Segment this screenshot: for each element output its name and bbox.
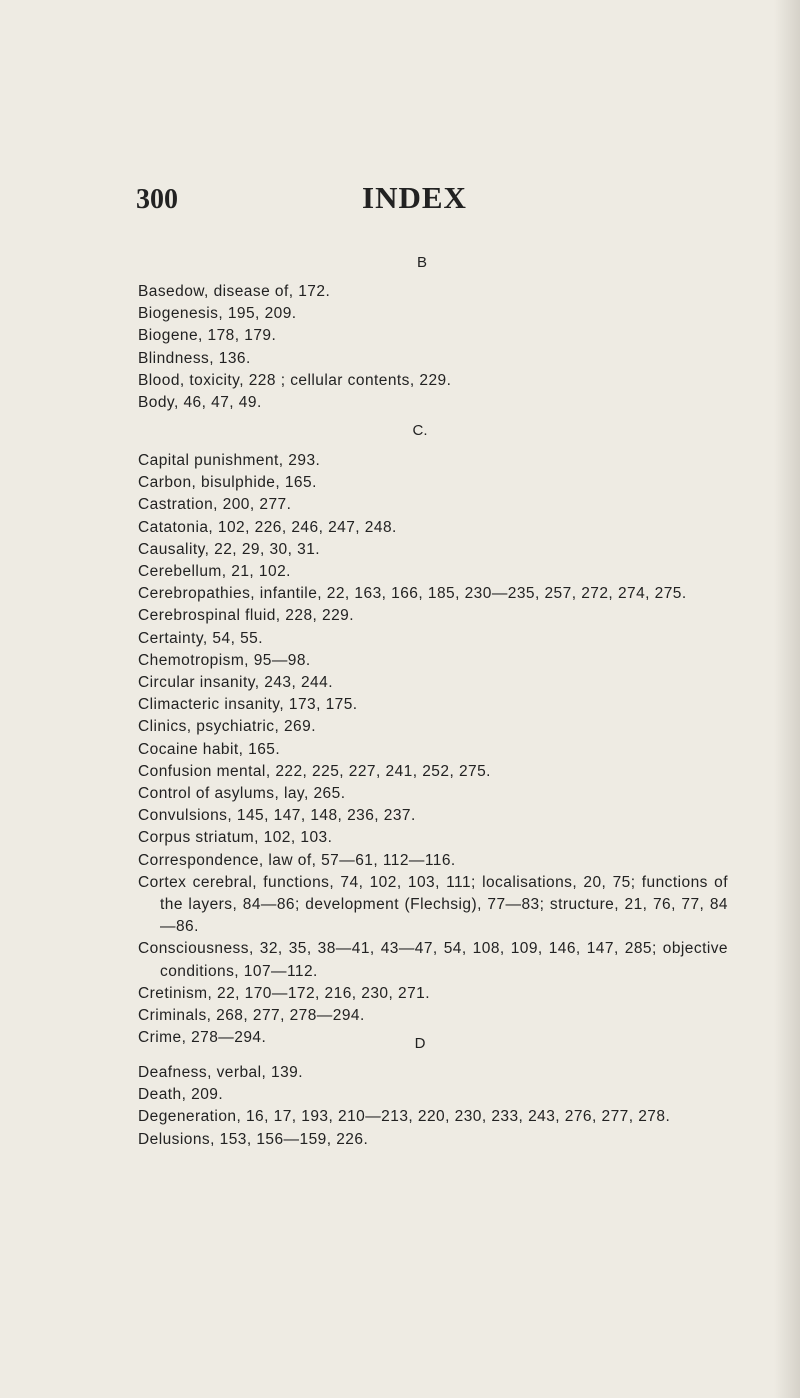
index-entry: Correspondence, law of, 57—61, 112—116. — [138, 851, 456, 869]
page-number: 300 — [136, 184, 178, 215]
index-entry: Delusions, 153, 156—159, 226. — [138, 1130, 369, 1148]
section-b-entries — [138, 281, 698, 414]
index-entry: Blindness, 136. — [138, 349, 251, 367]
index-entry: Causality, 22, 29, 30, 31. — [138, 540, 321, 558]
index-entry: Clinics, psychiatric, 269. — [138, 718, 316, 736]
index-entry: Confusion mental, 222, 225, 227, 241, 252, 275. — [138, 762, 491, 780]
index-entry: Deafness, verbal, 139. — [138, 1064, 303, 1081]
index-entry: Biogenesis, 195, 209. — [138, 305, 297, 323]
index-entry: Climacteric insanity, 173, 175. — [138, 696, 358, 714]
index-entry: Blood, toxicity, 228 ; cellular contents, 229. — [138, 371, 452, 389]
index-entry: Degeneration, 16, 17, 193, 210—213, 220, 230, 233, 243, 276, 277, 278. — [138, 1108, 671, 1126]
section-letter-b: B — [416, 254, 427, 271]
index-entry: Capital punishment, 293. — [138, 452, 321, 469]
index-entry: Cerebellum, 21, 102. — [138, 563, 291, 581]
index-entry: Cerebrospinal fluid, 228, 229. — [138, 607, 354, 625]
index-entry: Cocaine habit, 165. — [138, 740, 281, 758]
index-entry: Basedow, disease of, 172. — [138, 283, 331, 300]
index-entry: Biogene, 178, 179. — [138, 327, 277, 345]
index-entry: Cerebropathies, infantile, 22, 163, 166, 185, 230—235, 257, 272, 274, 275. — [138, 585, 687, 603]
section-letter-d: D — [414, 1035, 426, 1052]
page-header — [0, 180, 800, 220]
index-entry: Certainty, 54, 55. — [138, 629, 263, 647]
index-entry: Carbon, bisulphide, 165. — [138, 474, 317, 492]
index-entry: Circular insanity, 243, 244. — [138, 674, 333, 692]
index-entry: Cortex cerebral, functions, 74, 102, 103, 111; localisations, 20, 75; functions of the layers, 84—86; development (Flechsig), 77—83; structure, 21, 76, 77, 84—86. — [138, 873, 728, 936]
page-title: INDEX — [362, 180, 467, 215]
index-entry: Death, 209. — [138, 1086, 224, 1104]
index-entry: Body, 46, 47, 49. — [138, 394, 262, 412]
index-entry: Cretinism, 22, 170—172, 216, 230, 271. — [138, 984, 430, 1002]
index-entry: Castration, 200, 277. — [138, 496, 292, 514]
index-entry: Criminals, 268, 277, 278—294. — [138, 1007, 365, 1025]
index-entry: Catatonia, 102, 226, 246, 247, 248. — [138, 518, 397, 536]
index-entry: Control of asylums, lay, 265. — [138, 785, 346, 803]
section-d-entries — [138, 1062, 728, 1151]
section-c-entries — [138, 450, 728, 1049]
index-entry: Corpus striatum, 102, 103. — [138, 829, 333, 847]
section-letter-c: C. — [412, 422, 428, 439]
index-entry: Chemotropism, 95—98. — [138, 651, 311, 669]
index-entry: Crime, 278—294. — [138, 1029, 267, 1047]
index-entry: Consciousness, 32, 35, 38—41, 43—47, 54, 108, 109, 146, 147, 285; objective conditions, 107—112. — [138, 940, 728, 980]
index-entry: Convulsions, 145, 147, 148, 236, 237. — [138, 807, 416, 825]
